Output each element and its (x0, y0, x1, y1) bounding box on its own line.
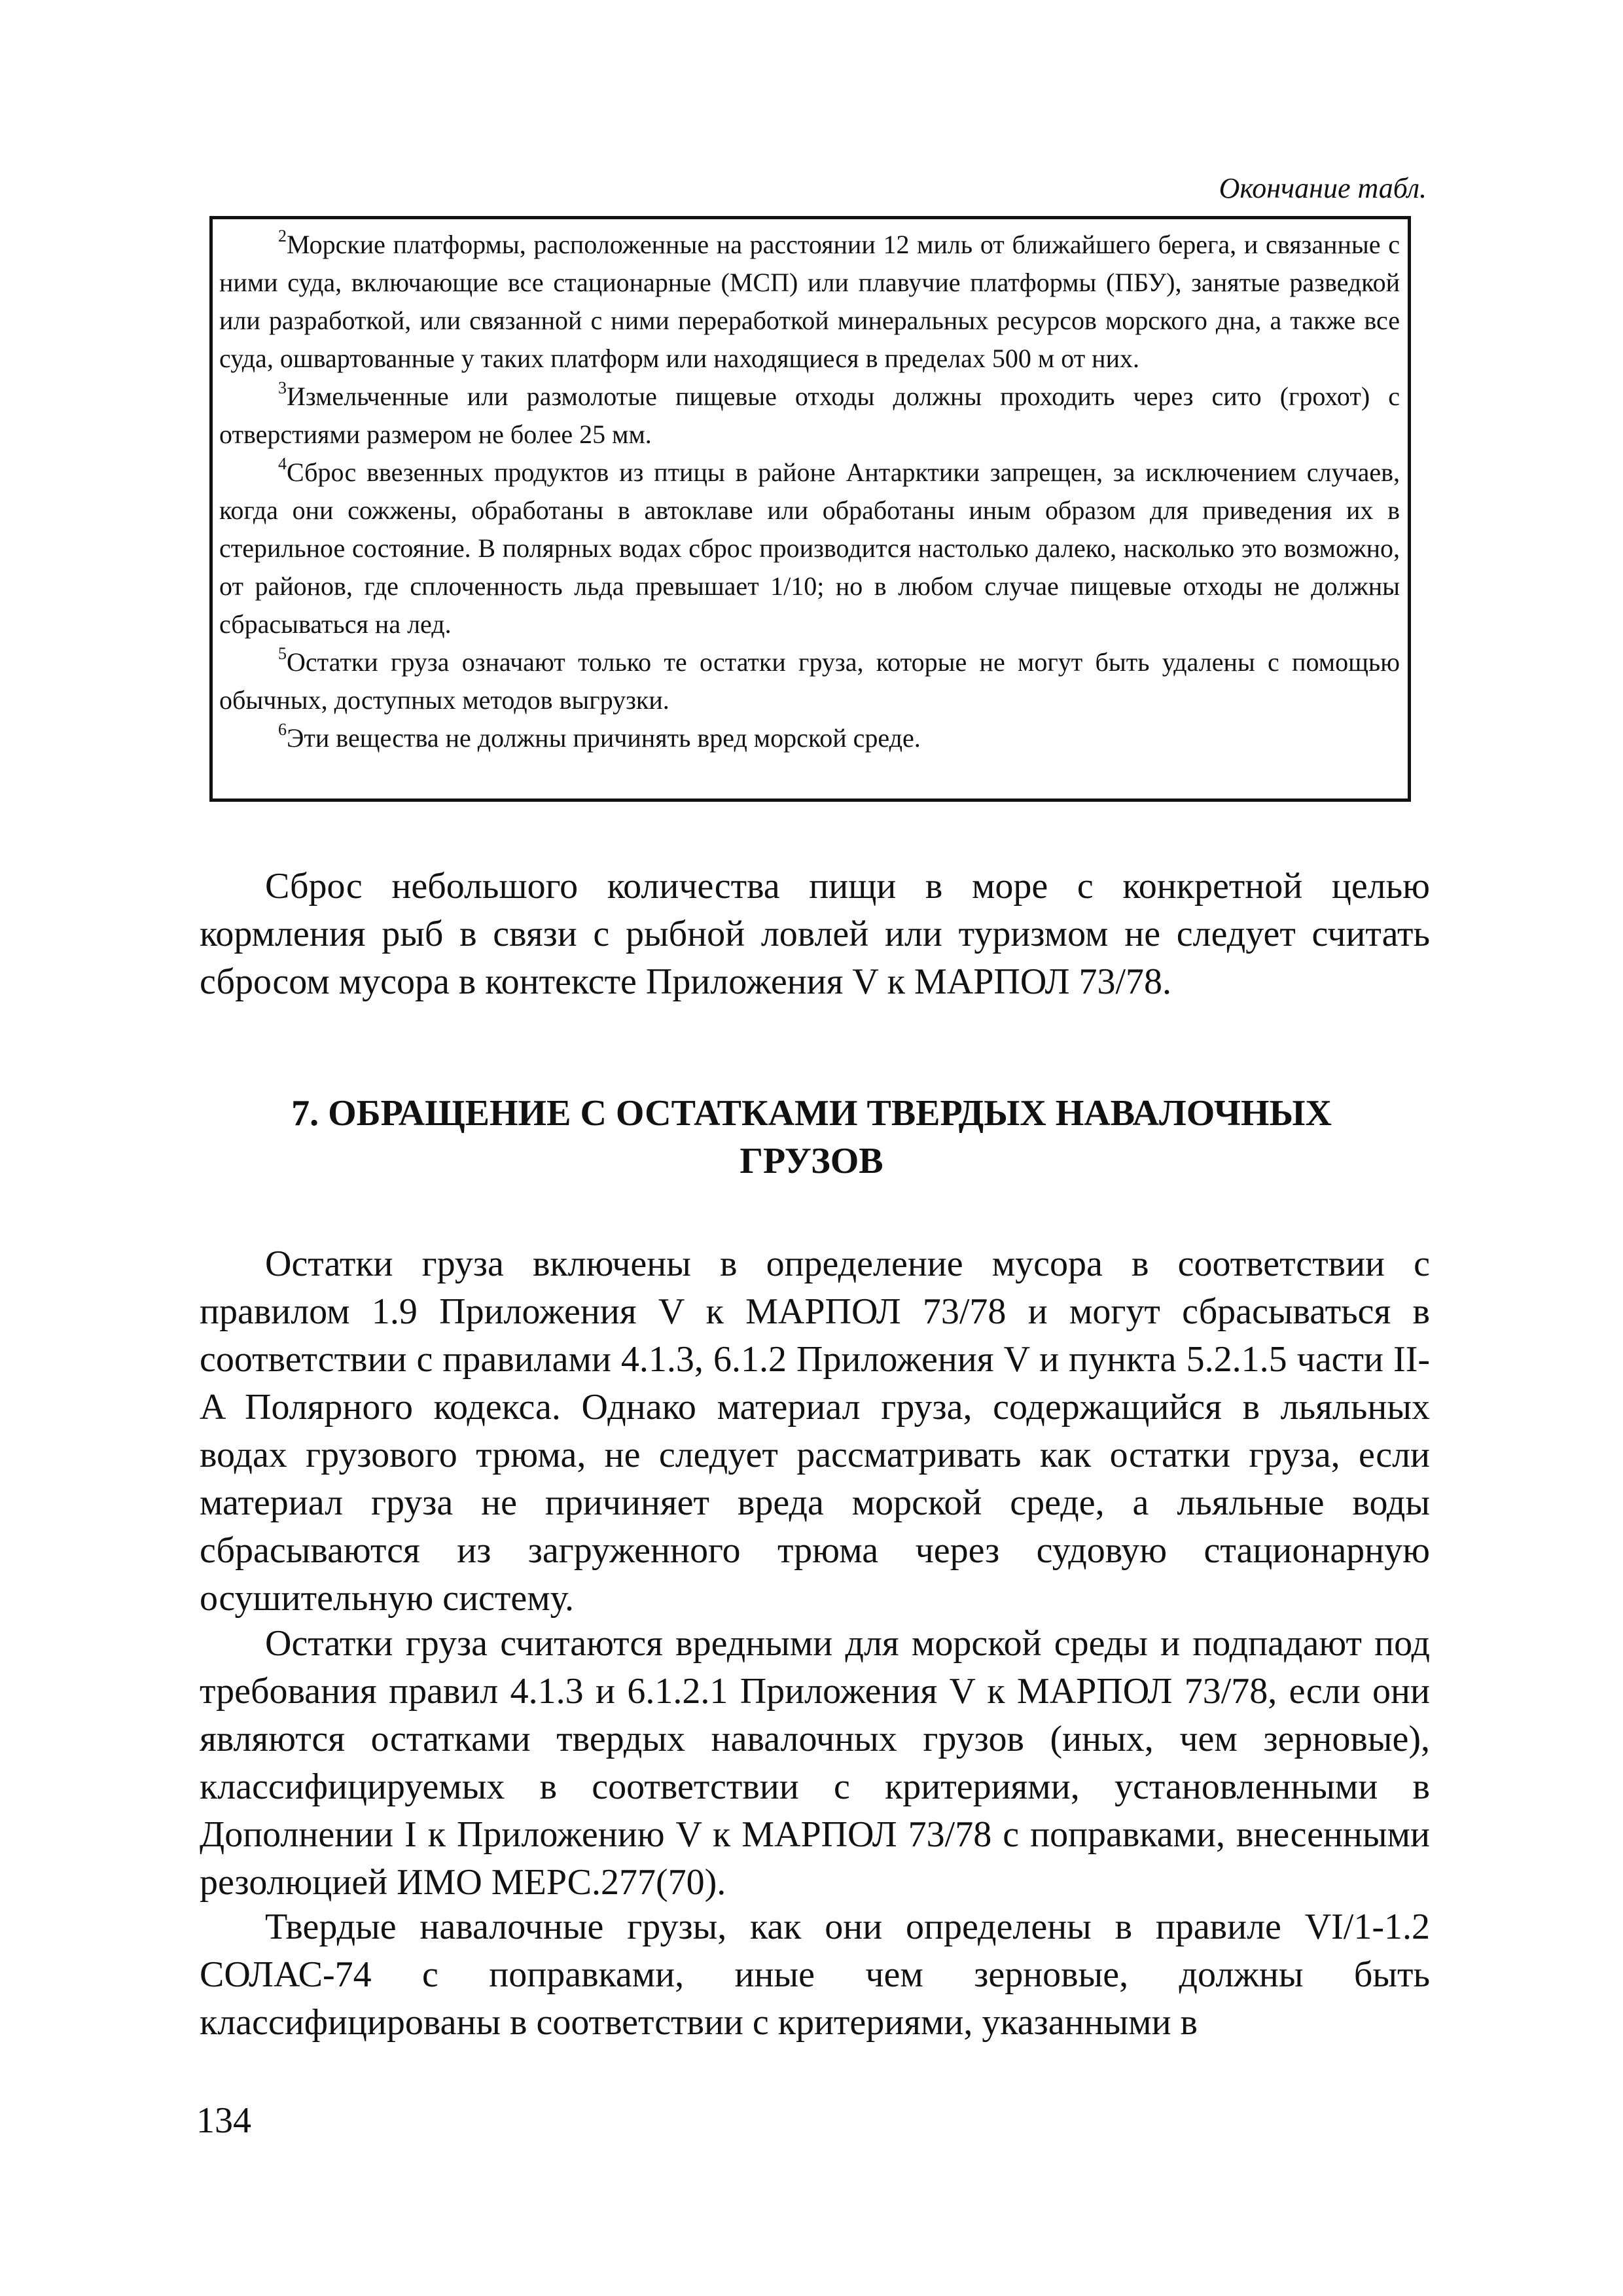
footnote-6 (219, 719, 1400, 757)
section-paragraph-1: Остатки груза включены в определение мусора в соответствии с правилом 1.9 Приложения V к МАРПОЛ 73/78 и могут сбрасываться в соответствии с правилами 4.1.3, 6.1.2 Приложения V и пункта 5.2.1.5 части II-A Полярного кодекса. Однако материал груза, содержащийся в льяльных водах грузового трюма, не следует рассматривать как остатки груза, если материал груза не причиняет вреда морской среде, а льяльные воды сбрасываются из загруженного трюма через судовую стационарную осушительную систему. (200, 1244, 1430, 1619)
section-paragraph-3: Твердые навалочные грузы, как они определены в правиле VI/1-1.2 СОЛАС-74 с поправками, иные чем зерновые, должны быть классифицированы в соответствии с критериями, указанными в (200, 1907, 1430, 2043)
page-number: 134 (196, 2100, 251, 2141)
intro-paragraph: Сброс небольшого количества пищи в море с конкретной целью кормления рыб в связи с рыбной ловлей или туризмом не следует считать сбросом мусора в контексте Приложения V к МАРПОЛ 73/78. (200, 866, 1430, 1002)
footnote-4 (219, 454, 1400, 643)
footnote-number: 3 (278, 378, 287, 397)
footnote-number: 6 (278, 720, 287, 739)
footnote-number: 2 (278, 226, 287, 245)
footnote-5 (219, 643, 1400, 719)
footnote-3 (219, 378, 1400, 454)
table-notes-box (209, 216, 1411, 802)
section-heading-line2: ГРУЗОВ (740, 1141, 883, 1181)
footnote-text: Измельченные или размолотые пищевые отходы должны проходить через сито (грохот) с отверстиями размером не более 25 мм. (219, 382, 1400, 449)
footnote-number: 4 (278, 454, 287, 473)
footnote-text: Эти вещества не должны причинять вред морской среде. (287, 723, 921, 753)
footnote-text: Остатки груза означают только те остатки груза, которые не могут быть удалены с помощью обычных, доступных методов выгрузки. (219, 647, 1400, 715)
section-heading-line1: 7. ОБРАЩЕНИЕ С ОСТАТКАМИ ТВЕРДЫХ НАВАЛОЧНЫХ (291, 1093, 1332, 1134)
section-paragraph-2: Остатки груза считаются вредными для морской среды и подпадают под требования правил 4.1.3 и 6.1.2.1 Приложения V к МАРПОЛ 73/78, если они являются остатками твердых навалочных грузов (иных, чем зерновые), классифицируемых в соответствии с критериями, установленными в Дополнении I к Приложению V к МАРПОЛ 73/78 с поправками, внесенными резолюцией ИМО МЕРС.277(70). (200, 1623, 1430, 1903)
footnote-text: Сброс ввезенных продуктов из птицы в районе Антарктики запрещен, за исключением случаев, когда они сожжены, обработаны в автоклаве или обработаны иным образом для приведения их в стерильное состояние. В полярных водах сброс производится настолько далеко, насколько это возможно, от районов, где сплоченность льда превышает 1/10; но в любом случае пищевые отходы не должны сбрасываться на лед. (219, 457, 1400, 639)
section-heading (196, 1090, 1427, 1185)
footnote-number: 5 (278, 644, 287, 663)
footnote-2 (219, 226, 1400, 378)
table-caption: Окончание табл. (1219, 172, 1427, 204)
footnote-text: Морские платформы, расположенные на расстоянии 12 миль от ближайшего берега, и связанные с ними суда, включающие все стационарные (МСП) или плавучие платформы (ПБУ), занятые разведкой или разработкой, или связанной с ними переработкой минеральных ресурсов морского дна, а также все суда, ошвартованные у таких платформ или находящиеся в пределах 500 м от них. (219, 230, 1400, 373)
